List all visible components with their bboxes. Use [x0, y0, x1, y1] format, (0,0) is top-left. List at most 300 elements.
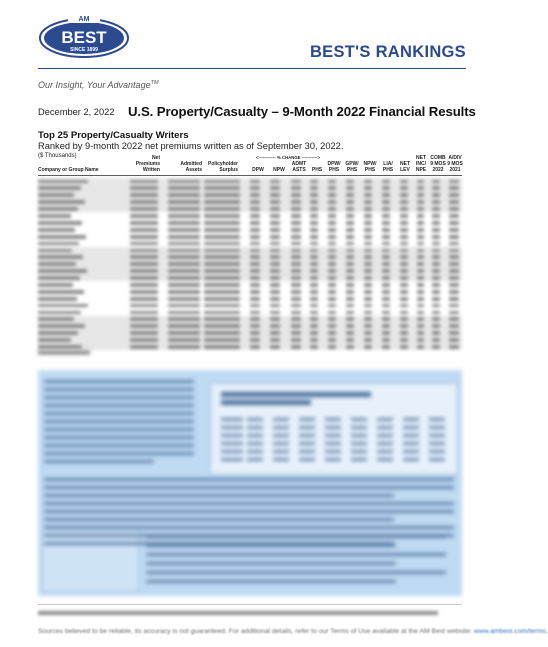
table-cell [364, 311, 372, 315]
col-npwphs-2: PHS [364, 167, 376, 173]
table-cell [364, 331, 372, 335]
table-cell [38, 180, 88, 184]
table-cell [417, 235, 424, 239]
table-cell [310, 228, 318, 232]
table-cell [38, 297, 77, 301]
inset-title-line [221, 392, 371, 397]
table-cell [449, 221, 459, 225]
table-cell [168, 235, 200, 239]
table-cell [270, 317, 280, 321]
table-cell [130, 290, 158, 294]
inset-cell [377, 418, 393, 421]
table-cell [38, 228, 75, 232]
table-cell [310, 331, 318, 335]
table-row [38, 309, 462, 316]
commentary-text-line [44, 428, 194, 431]
inset-cell [377, 458, 393, 461]
inset-cell [351, 450, 367, 453]
table-cell [400, 304, 408, 308]
table-cell [168, 193, 200, 197]
table-cell [130, 180, 158, 184]
table-cell [346, 242, 354, 246]
table-cell [432, 228, 440, 232]
table-row [38, 206, 462, 213]
report-title: U.S. Property/Casualty – 9-Month 2022 Financial Results [128, 104, 476, 119]
table-cell [364, 338, 372, 342]
table-cell [168, 283, 200, 287]
terms-link[interactable]: www.ambest.com/terms. [473, 628, 548, 635]
table-cell [38, 235, 86, 239]
table-cell [310, 283, 318, 287]
tagline [38, 80, 159, 90]
table-cell [364, 269, 372, 273]
inset-cell [377, 434, 393, 437]
inset-cell [299, 442, 315, 445]
inset-cell [247, 426, 263, 429]
inset-cell [221, 426, 243, 429]
table-cell [328, 311, 336, 315]
table-cell [270, 269, 280, 273]
col-comb-1: COMB [430, 155, 446, 161]
table-cell [364, 283, 372, 287]
table-cell [250, 283, 260, 287]
table-cell [346, 283, 354, 287]
table-row [38, 212, 462, 219]
table-cell [250, 255, 260, 259]
table-cell [382, 235, 390, 239]
tagline-tm: TM [150, 80, 159, 86]
table-row [38, 247, 462, 254]
table-cell [364, 290, 372, 294]
table-cell [400, 324, 408, 328]
table-cell [168, 311, 200, 315]
col-npwphs-1: NPW/ [363, 161, 377, 167]
table-cell [310, 242, 318, 246]
table-cell [130, 200, 158, 204]
table-cell [417, 283, 424, 287]
table-cell [382, 345, 390, 349]
col-netlev-2: LEV [400, 167, 410, 173]
table-cell [250, 214, 260, 218]
table-cell [328, 317, 336, 321]
rankings-table-body [38, 178, 462, 352]
table-cell [250, 311, 260, 315]
table-cell [204, 207, 240, 211]
table-cell [38, 283, 73, 287]
table-cell [168, 317, 200, 321]
table-cell [432, 255, 440, 259]
commentary-text-line [146, 544, 396, 547]
section-title: Top 25 Property/Casualty Writers [38, 130, 189, 141]
table-cell [432, 324, 440, 328]
table-cell [346, 193, 354, 197]
table-cell [250, 331, 260, 335]
table-cell [270, 262, 280, 266]
table-row [38, 268, 462, 275]
table-cell [250, 235, 260, 239]
table-cell [270, 186, 280, 190]
table-cell [204, 235, 240, 239]
table-cell [130, 249, 158, 253]
table-cell [250, 324, 260, 328]
table-cell [328, 290, 336, 294]
table-cell [168, 297, 200, 301]
table-cell [346, 338, 354, 342]
table-cell [168, 345, 200, 349]
table-cell [417, 228, 424, 232]
table-cell [400, 235, 408, 239]
table-cell [250, 345, 260, 349]
table-row [38, 261, 462, 268]
table-cell [310, 276, 318, 280]
table-cell [328, 214, 336, 218]
inset-cell [403, 458, 419, 461]
logo-since-text: SINCE 1899 [70, 47, 98, 53]
table-cell [310, 255, 318, 259]
col-admt-2: ASTS [292, 167, 306, 173]
table-cell [38, 193, 74, 197]
table-cell [130, 317, 158, 321]
table-cell [382, 283, 390, 287]
table-cell [270, 200, 280, 204]
table-cell [382, 269, 390, 273]
table-cell [382, 311, 390, 315]
table-cell [250, 276, 260, 280]
table-cell [270, 331, 280, 335]
table-cell [364, 235, 372, 239]
table-cell [417, 262, 424, 266]
table-cell [270, 249, 280, 253]
table-cell [400, 221, 408, 225]
table-cell [38, 249, 72, 253]
table-cell [250, 193, 260, 197]
table-cell [291, 207, 301, 211]
table-cell [310, 207, 318, 211]
table-cell [382, 214, 390, 218]
table-cell [328, 324, 336, 328]
table-cell [417, 324, 424, 328]
col-company: Company or Group Name [38, 167, 99, 173]
inset-cell [403, 426, 419, 429]
table-cell [364, 180, 372, 184]
table-cell [130, 297, 158, 301]
table-cell [250, 242, 260, 246]
table-cell [291, 338, 301, 342]
commentary-text-line [146, 571, 446, 574]
table-cell [310, 249, 318, 253]
table-row [38, 233, 462, 240]
col-adiv-2: 9 MOS [447, 161, 463, 167]
table-cell [328, 297, 336, 301]
table-cell [291, 242, 301, 246]
table-cell [400, 331, 408, 335]
table-cell [130, 304, 158, 308]
commentary-text-line [44, 452, 194, 455]
table-cell [168, 221, 200, 225]
table-cell [250, 207, 260, 211]
table-cell [270, 221, 280, 225]
table-cell [270, 180, 280, 184]
table-cell [346, 290, 354, 294]
inset-cell [403, 434, 419, 437]
table-cell [449, 276, 459, 280]
table-row [38, 192, 462, 199]
table-cell [204, 242, 240, 246]
table-cell [346, 276, 354, 280]
table-cell [250, 228, 260, 232]
inset-cell [325, 450, 341, 453]
table-cell [364, 249, 372, 253]
table-cell [291, 304, 301, 308]
table-cell [291, 249, 301, 253]
disclaimer-text: Sources believed to be reliable, its accuracy is not guaranteed. For additional details, refer to our Terms of Use available at the AM Best website: [38, 628, 472, 635]
table-row [38, 343, 462, 350]
inset-cell [273, 418, 289, 421]
table-cell [364, 214, 372, 218]
table-cell [38, 290, 84, 294]
table-cell [328, 283, 336, 287]
table-cell [168, 255, 200, 259]
table-cell [250, 304, 260, 308]
inset-cell [273, 434, 289, 437]
table-cell [168, 207, 200, 211]
table-cell [310, 214, 318, 218]
table-cell [449, 283, 459, 287]
table-cell [250, 200, 260, 204]
table-row [38, 288, 462, 295]
table-cell [168, 186, 200, 190]
inset-cell [299, 434, 315, 437]
table-cell [432, 331, 440, 335]
table-cell [270, 304, 280, 308]
table-cell [382, 200, 390, 204]
table-cell [346, 255, 354, 259]
table-cell [346, 228, 354, 232]
inset-cell [247, 442, 263, 445]
table-cell [400, 255, 408, 259]
table-row [38, 330, 462, 337]
inset-cell [325, 418, 341, 421]
inset-cell [273, 442, 289, 445]
table-cell [38, 255, 83, 259]
table-cell [346, 331, 354, 335]
table-cell [310, 324, 318, 328]
table-cell [328, 242, 336, 246]
table-cell [382, 228, 390, 232]
table-cell [310, 269, 318, 273]
commentary-text-line [44, 420, 194, 423]
commentary-text-line [44, 478, 454, 481]
inset-cell [221, 450, 243, 453]
table-cell [328, 235, 336, 239]
table-cell [130, 262, 158, 266]
table-cell [346, 269, 354, 273]
table-cell [250, 249, 260, 253]
col-assets-1: Admitted [180, 161, 202, 167]
table-cell [204, 317, 240, 321]
table-cell [432, 249, 440, 253]
inset-cell [351, 418, 367, 421]
table-cell [432, 269, 440, 273]
table-cell [204, 345, 240, 349]
inset-cell [429, 450, 445, 453]
table-row [38, 185, 462, 192]
table-cell [432, 345, 440, 349]
table-cell [417, 200, 424, 204]
col-incnpe-3: NPE [415, 167, 427, 173]
col-adiv-3: 2021 [449, 167, 461, 173]
table-cell [382, 317, 390, 321]
inset-cell [351, 442, 367, 445]
table-cell [328, 186, 336, 190]
table-cell [382, 193, 390, 197]
table-cell [432, 283, 440, 287]
table-cell [417, 186, 424, 190]
table-cell [449, 200, 459, 204]
table-cell [400, 214, 408, 218]
table-cell [328, 193, 336, 197]
table-cell [417, 242, 424, 246]
table-cell [291, 186, 301, 190]
table-cell [270, 276, 280, 280]
table-cell [400, 317, 408, 321]
commentary-text-line [44, 526, 454, 529]
table-cell [250, 290, 260, 294]
table-cell [432, 290, 440, 294]
table-cell [417, 249, 424, 253]
table-cell [417, 180, 424, 184]
commentary-text-line [44, 436, 194, 439]
commentary-text-line [44, 518, 394, 521]
table-cell [291, 228, 301, 232]
inset-cell [299, 458, 315, 461]
table-cell [346, 304, 354, 308]
table-cell [310, 311, 318, 315]
table-cell [38, 269, 87, 273]
table-cell [382, 255, 390, 259]
table-cell [130, 235, 158, 239]
table-cell [400, 193, 408, 197]
copyright-line [38, 611, 438, 615]
table-cell [346, 207, 354, 211]
table-cell [130, 193, 158, 197]
table-cell [432, 200, 440, 204]
table-cell [168, 324, 200, 328]
commentary-text-line [146, 580, 396, 583]
table-cell [204, 297, 240, 301]
table-cell [204, 200, 240, 204]
inset-cell [351, 426, 367, 429]
table-cell [130, 331, 158, 335]
table-cell [130, 311, 158, 315]
table-cell [130, 338, 158, 342]
table-cell [38, 345, 82, 349]
table-cell [130, 207, 158, 211]
table-cell [364, 304, 372, 308]
table-cell [382, 338, 390, 342]
table-cell [38, 317, 74, 321]
table-cell [417, 317, 424, 321]
tagline-text: Our Insight, Your Advantage [38, 80, 151, 90]
table-cell [168, 214, 200, 218]
col-dpw: DPW [252, 167, 264, 173]
table-cell [346, 186, 354, 190]
table-cell [449, 317, 459, 321]
table-cell [400, 242, 408, 246]
table-cell [449, 186, 459, 190]
table-cell [310, 304, 318, 308]
table-cell [417, 290, 424, 294]
table-cell [449, 214, 459, 218]
table-cell [130, 221, 158, 225]
table-cell [168, 242, 200, 246]
col-gpwphs-1: GPW/ [345, 161, 359, 167]
table-cell [204, 276, 240, 280]
table-cell [328, 200, 336, 204]
table-cell [364, 200, 372, 204]
table-cell [417, 338, 424, 342]
table-cell [204, 255, 240, 259]
table-cell [382, 242, 390, 246]
table-cell [291, 311, 301, 315]
logo-am-text: AM [78, 16, 90, 23]
commentary-text-line [44, 404, 194, 407]
table-cell [346, 221, 354, 225]
table-cell [291, 290, 301, 294]
inset-cell [429, 426, 445, 429]
table-cell [417, 214, 424, 218]
table-cell [417, 255, 424, 259]
table-cell [449, 207, 459, 211]
table-cell [291, 317, 301, 321]
table-cell [204, 228, 240, 232]
inset-cell [429, 458, 445, 461]
table-cell [270, 207, 280, 211]
table-cell [291, 255, 301, 259]
table-cell [449, 235, 459, 239]
table-cell [38, 276, 80, 280]
table-cell [310, 345, 318, 349]
table-cell [364, 193, 372, 197]
table-cell [291, 276, 301, 280]
table-cell [310, 235, 318, 239]
table-cell [250, 186, 260, 190]
commentary-text-line [44, 486, 454, 489]
inset-cell [299, 426, 315, 429]
table-cell [364, 345, 372, 349]
table-cell [130, 214, 158, 218]
table-cell [328, 338, 336, 342]
table-cell [168, 290, 200, 294]
inset-cell [247, 418, 263, 421]
inset-cell [273, 458, 289, 461]
table-cell [250, 338, 260, 342]
table-cell [130, 283, 158, 287]
col-dpwphs-2: PHS [328, 167, 340, 173]
table-cell [417, 207, 424, 211]
pct-change-header: <------------ % CHANGE -----------> [256, 155, 320, 160]
table-cell [449, 249, 459, 253]
table-cell [400, 338, 408, 342]
table-cell [364, 324, 372, 328]
table-cell [168, 276, 200, 280]
table-cell [270, 214, 280, 218]
table-row [38, 302, 462, 309]
footer-rule [38, 604, 462, 605]
col-incnpe-1: NET [416, 155, 426, 161]
table-cell [417, 345, 424, 349]
col-surplus-2: Surplus [219, 167, 238, 173]
